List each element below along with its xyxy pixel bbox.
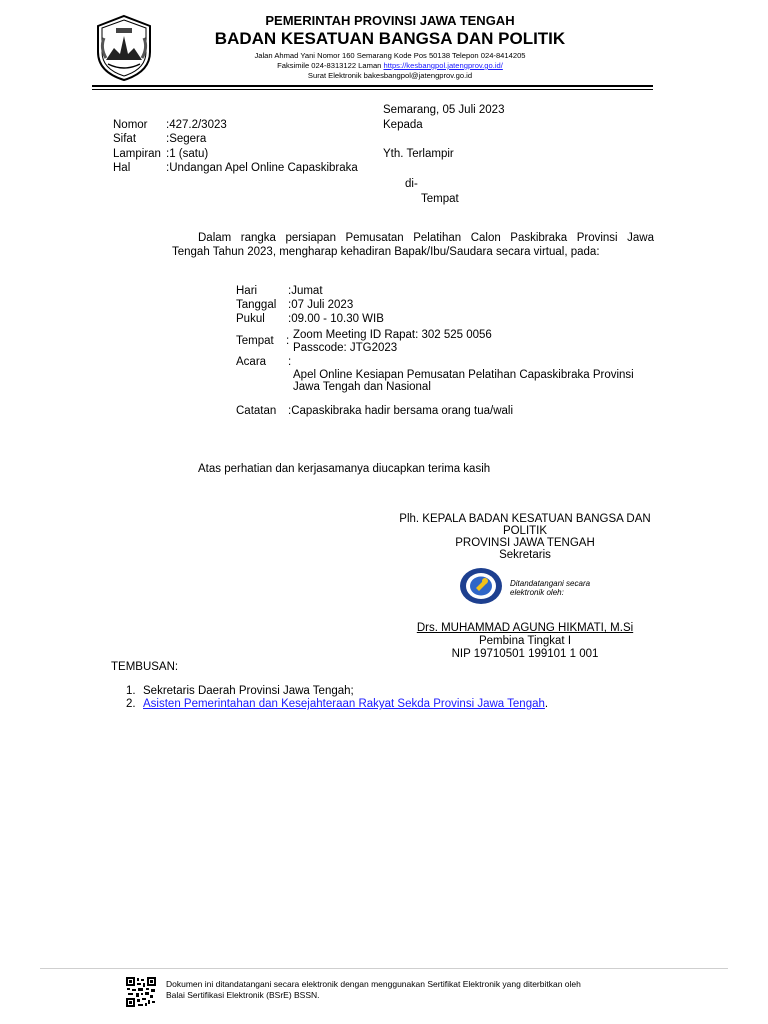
detail-colon: : <box>288 313 292 325</box>
tembusan-item-text: Sekretaris Daerah Provinsi Jawa Tengah; <box>143 685 354 697</box>
detail-label: Hari <box>236 285 258 297</box>
body-paragraph-line1: Dalam rangka persiapan Pemusatan Pelatihan Calon Paskibraka Provinsi Jawa <box>198 232 654 244</box>
detail-tempat-value2: Passcode: JTG2023 <box>293 342 398 354</box>
letterhead-rule-thin <box>92 89 653 90</box>
meta-label: Sifat <box>113 133 137 145</box>
signatory-title-line2: POLITIK <box>502 525 548 537</box>
signatory-title-line4: Sekretaris <box>499 549 551 561</box>
letterhead-rule-thick <box>92 85 653 87</box>
detail-value: 07 Juli 2023 <box>291 299 354 311</box>
meta-label: Lampiran <box>113 148 161 160</box>
letterhead-fax-website <box>220 61 560 71</box>
letterhead-email: Surat Elektronik bakesbangpol@jatengprov.go.id <box>307 71 473 80</box>
body-paragraph-line2: Tengah Tahun 2023, mengharap kehadiran Bapak/Ibu/Saudara secara virtual, pada: <box>172 246 600 258</box>
letterhead-address: Jalan Ahmad Yani Nomor 160 Semarang Kode Pos 50138 Telepon 024-8414205 <box>254 51 526 60</box>
tembusan-item-2 <box>126 697 548 711</box>
esign-text-line1: Ditandatangani secara <box>510 579 591 588</box>
signatory-name: Drs. MUHAMMAD AGUNG HIKMATI, M.Si <box>416 622 634 634</box>
meta-value: 427.2/3023 <box>169 119 227 131</box>
electronic-signature-stamp <box>458 566 598 606</box>
tembusan-item-number: 2. <box>126 698 136 710</box>
detail-acara-value1: Apel Online Kesiapan Pemusatan Pelatihan Capaskibraka Provinsi <box>293 369 634 381</box>
tembusan-title: TEMBUSAN: <box>111 661 179 673</box>
detail-label: Tanggal <box>236 299 277 311</box>
letterhead-fax: Faksimile 024-8313122 Laman <box>277 61 384 70</box>
esign-text-line2: elektronik oleh: <box>510 588 564 597</box>
detail-value: Capaskibraka hadir bersama orang tua/wali <box>291 405 514 417</box>
di-label: di- <box>405 178 418 190</box>
detail-label: Pukul <box>236 313 265 325</box>
meta-colon: : <box>166 148 170 160</box>
detail-tempat-value1: Zoom Meeting ID Rapat: 302 525 0056 <box>293 329 492 341</box>
tempat-label: Tempat <box>421 193 459 205</box>
detail-catatan <box>236 404 513 418</box>
meta-row-sifat <box>113 132 206 146</box>
meta-value: 1 (satu) <box>169 148 209 160</box>
signatory-nip: NIP 19710501 199101 1 001 <box>451 648 599 660</box>
detail-tempat-colon: : <box>286 335 290 347</box>
footer-divider <box>40 968 728 969</box>
detail-value: Jumat <box>291 285 323 297</box>
meta-row-lampiran <box>113 147 208 161</box>
detail-colon: : <box>288 405 292 417</box>
detail-colon: : <box>288 299 292 311</box>
detail-colon: : <box>288 285 292 297</box>
signatory-rank: Pembina Tingkat I <box>478 635 572 647</box>
tembusan-item-1 <box>126 684 354 698</box>
meta-colon: : <box>166 119 170 131</box>
recipient: Yth. Terlampir <box>383 148 454 160</box>
meta-colon: : <box>166 162 170 174</box>
tembusan-item-number: 1. <box>126 685 136 697</box>
detail-tanggal <box>236 298 353 312</box>
bssn-seal-icon <box>458 566 504 611</box>
kepada-label: Kepada <box>383 119 423 131</box>
detail-acara-label: Acara <box>236 356 267 368</box>
detail-acara-colon: : <box>288 356 292 368</box>
footer-note-line1: Dokumen ini ditandatangani secara elektronik dengan menggunakan Sertifikat Elektronik yang diterbitkan oleh <box>166 979 581 989</box>
meta-label: Hal <box>113 162 131 174</box>
detail-tempat-label: Tempat <box>236 335 274 347</box>
meta-colon: : <box>166 133 170 145</box>
letterhead-government: PEMERINTAH PROVINSI JAWA TENGAH <box>265 13 515 28</box>
meta-label: Nomor <box>113 119 148 131</box>
signatory-title-line1: Plh. KEPALA BADAN KESATUAN BANGSA DAN <box>399 513 651 525</box>
qr-code-icon <box>126 977 156 1007</box>
meta-row-nomor <box>113 118 227 132</box>
detail-pukul <box>236 312 384 326</box>
meta-value: Segera <box>169 133 207 145</box>
provincial-emblem-icon <box>92 14 156 82</box>
letterhead-agency: BADAN KESATUAN BANGSA DAN POLITIK <box>214 29 566 48</box>
detail-acara-value2: Jawa Tengah dan Nasional <box>293 381 431 393</box>
detail-value: 09.00 - 10.30 WIB <box>291 313 384 325</box>
closing-remark: Atas perhatian dan kerjasamanya diucapkan terima kasih <box>198 463 491 475</box>
meta-row-hal <box>113 161 358 175</box>
website-link[interactable]: https://kesbangpol.jatengprov.go.id/ <box>383 61 503 70</box>
meta-value: Undangan Apel Online Capaskibraka <box>169 162 358 174</box>
letter-date: Semarang, 05 Juli 2023 <box>383 104 505 116</box>
tembusan-item-suffix: . <box>544 698 549 710</box>
footer-note-line2: Balai Sertifikasi Elektronik (BSrE) BSSN. <box>166 990 320 1000</box>
tembusan-item-link[interactable]: Asisten Pemerintahan dan Kesejahteraan Rakyat Sekda Provinsi Jawa Tengah <box>143 698 545 710</box>
signatory-title-line3: PROVINSI JAWA TENGAH <box>455 537 595 549</box>
detail-label: Catatan <box>236 405 277 417</box>
detail-hari <box>236 284 323 298</box>
